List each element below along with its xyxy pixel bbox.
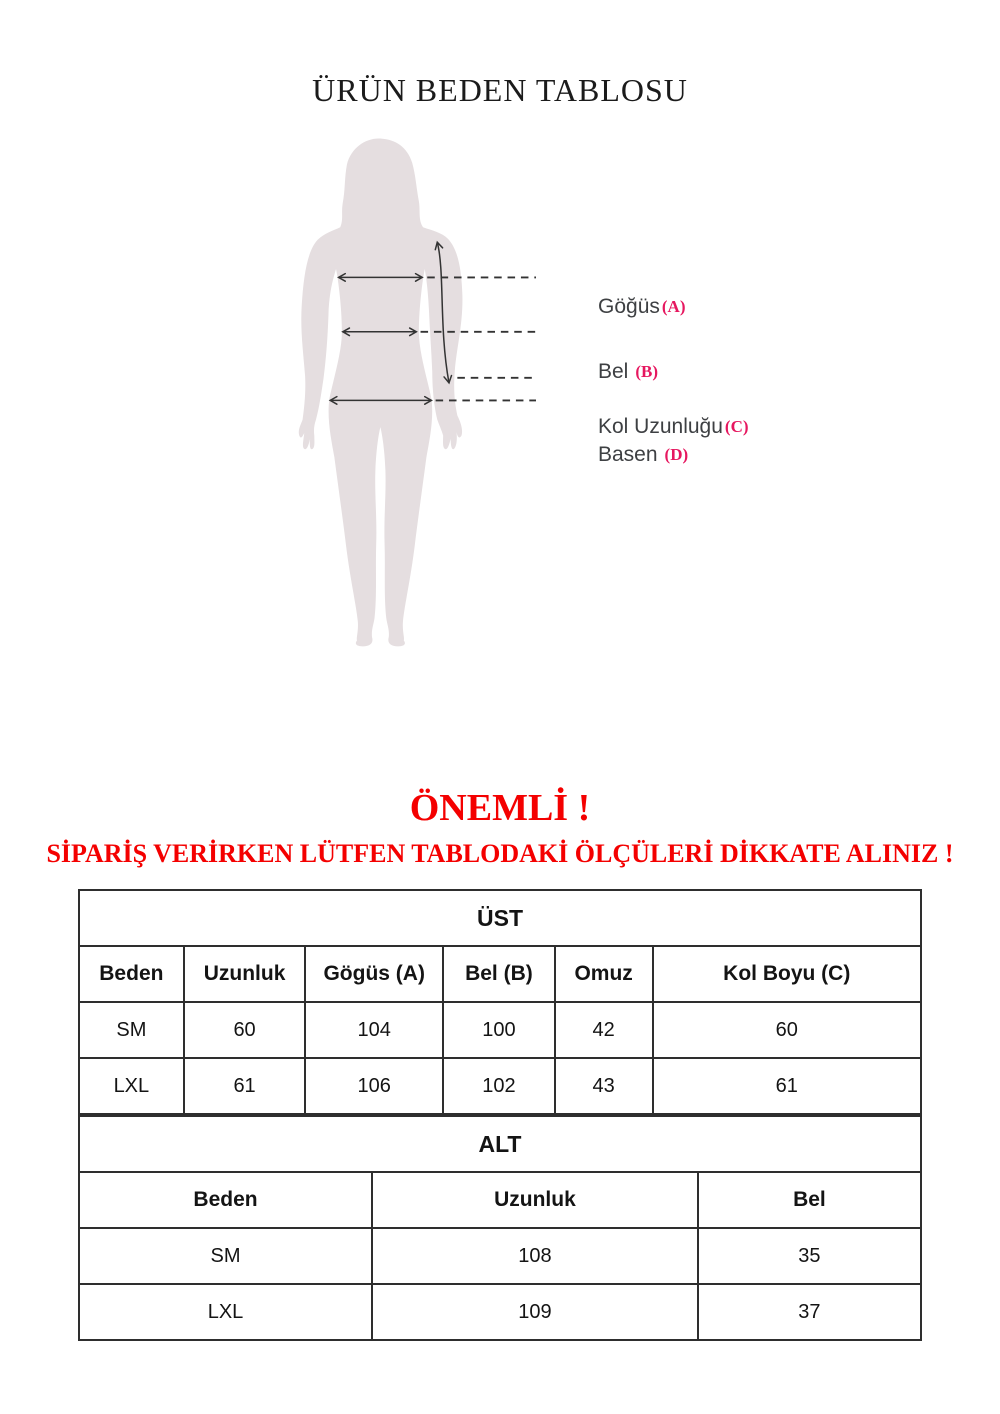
label-chest-text: Göğüs (598, 295, 660, 318)
table-row (79, 946, 921, 1002)
header-cell: Kol Boyu (C) (653, 946, 921, 1002)
table-cell: 109 (372, 1284, 698, 1340)
table-cell: 35 (698, 1228, 921, 1284)
header-cell: Gögüs (A) (305, 946, 443, 1002)
label-waist-text: Bel (598, 360, 629, 383)
table-cell: 100 (443, 1002, 555, 1058)
label-waist (598, 358, 658, 386)
table-row (79, 1058, 921, 1114)
table-cell: 61 (184, 1058, 306, 1114)
page-title: ÜRÜN BEDEN TABLOSU (312, 72, 688, 108)
alt-size-table (78, 1115, 922, 1341)
header-cell: Bel (B) (443, 946, 555, 1002)
table-cell: SM (79, 1002, 184, 1058)
table-cell: 61 (653, 1058, 921, 1114)
label-hip-text: Basen (598, 443, 658, 466)
table-cell: 42 (555, 1002, 653, 1058)
table-cell: SM (79, 1228, 372, 1284)
table-cell: 37 (698, 1284, 921, 1340)
label-arm-length-text: Kol Uzunluğu (598, 415, 723, 438)
ust-section-title: ÜST (79, 890, 921, 946)
label-hip-code: (D) (664, 445, 689, 464)
header-cell: Uzunluk (372, 1172, 698, 1228)
table-cell: 108 (372, 1228, 698, 1284)
table-cell: 106 (305, 1058, 443, 1114)
size-tables (78, 889, 922, 1341)
label-arm-length-code: (C) (724, 417, 749, 436)
table-cell: LXL (79, 1284, 372, 1340)
table-cell: 102 (443, 1058, 555, 1114)
label-arm-length (598, 413, 749, 441)
table-cell: LXL (79, 1058, 184, 1114)
label-chest (598, 293, 685, 321)
header-cell: Uzunluk (184, 946, 306, 1002)
table-row (79, 1172, 921, 1228)
header-cell: Omuz (555, 946, 653, 1002)
table-cell: 104 (305, 1002, 443, 1058)
table-row (79, 890, 921, 946)
table-row (79, 1116, 921, 1172)
label-chest-code: (A) (661, 297, 686, 316)
label-hip (598, 441, 688, 469)
female-body-silhouette (299, 139, 463, 647)
label-waist-code: (B) (635, 362, 659, 381)
table-cell: 60 (184, 1002, 306, 1058)
table-row (79, 1284, 921, 1340)
important-warning-text: SİPARİŞ VERİRKEN LÜTFEN TABLODAKİ ÖLÇÜLERİ DİKKATE ALINIZ ! (46, 839, 954, 868)
table-row (79, 1228, 921, 1284)
table-cell: 43 (555, 1058, 653, 1114)
header-cell: Bel (698, 1172, 921, 1228)
header-cell: Beden (79, 1172, 372, 1228)
important-heading: ÖNEMLİ ! (409, 787, 591, 829)
table-row (79, 1002, 921, 1058)
ust-size-table (78, 889, 922, 1115)
alt-section-title: ALT (79, 1116, 921, 1172)
table-cell: 60 (653, 1002, 921, 1058)
measurement-diagram (280, 126, 610, 771)
header-cell: Beden (79, 946, 184, 1002)
